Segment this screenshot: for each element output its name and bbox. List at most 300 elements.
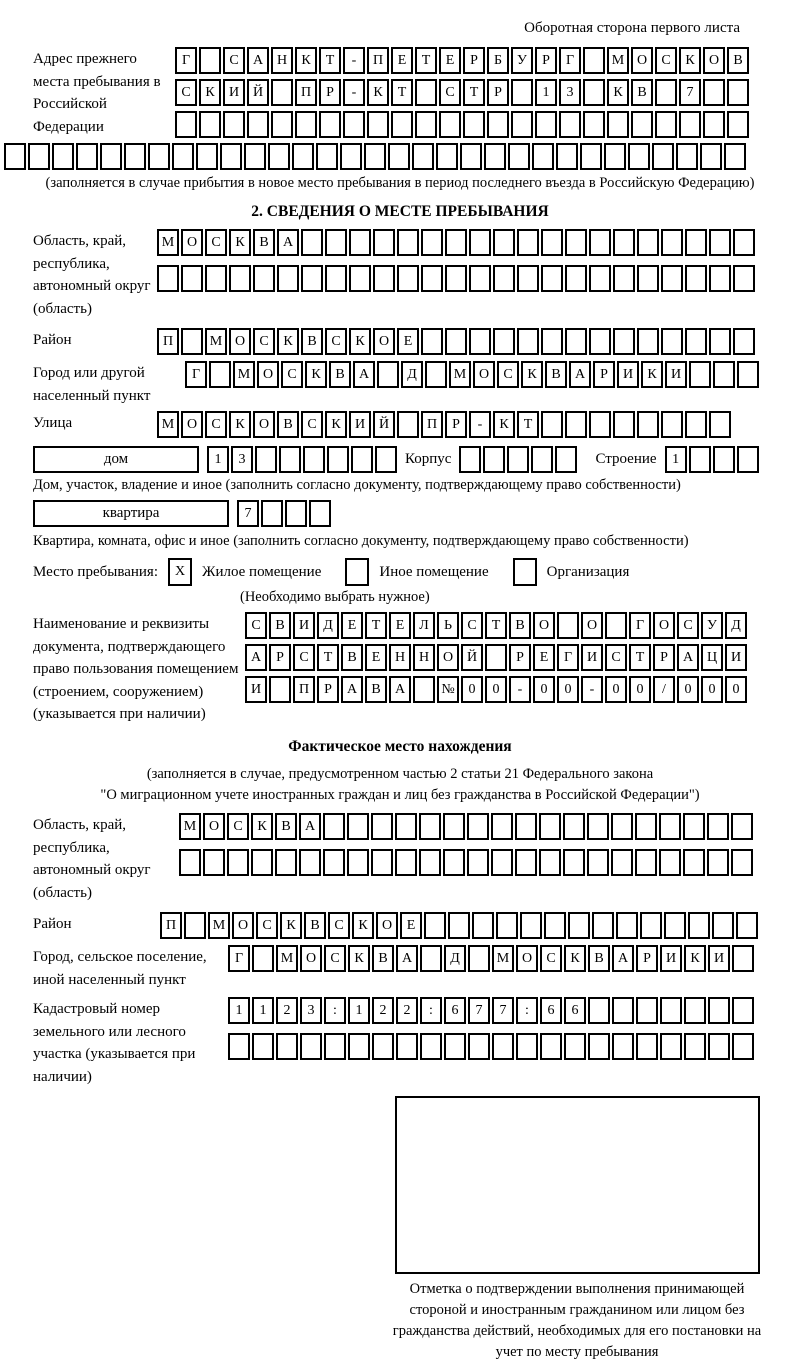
kvartira-box: квартира [33,500,229,527]
char-box: И [293,612,315,639]
char-box [124,143,146,170]
char-box [707,813,729,840]
zhiloe-label: Жилое помещение [202,563,322,580]
char-box [689,446,711,473]
char-box [568,912,590,939]
char-box [539,813,561,840]
char-box [541,229,563,256]
char-box: 0 [485,676,507,703]
char-box: К [679,47,701,74]
char-box [683,813,705,840]
char-box: Е [389,612,411,639]
char-box: 0 [677,676,699,703]
char-box [459,446,481,473]
char-box [203,849,225,876]
mesto-note: (Необходимо выбрать нужное) [240,589,430,605]
char-box [184,912,206,939]
char-box [655,79,677,106]
char-box: В [301,328,323,355]
char-box [539,849,561,876]
char-box [349,265,371,292]
rayon-label: Район [33,332,72,348]
char-box: П [421,411,443,438]
char-box [472,912,494,939]
char-box: 0 [461,676,483,703]
char-box [541,411,563,438]
char-box: О [516,945,538,972]
char-box: Ц [701,644,723,671]
char-box: П [160,912,182,939]
char-box: К [295,47,317,74]
char-box: К [277,328,299,355]
char-box [556,143,578,170]
char-box: Т [517,411,539,438]
char-box [421,328,443,355]
char-box: К [684,945,706,972]
char-box: / [653,676,675,703]
char-box [708,997,730,1024]
char-box: К [493,411,515,438]
char-box: О [376,912,398,939]
char-box [583,47,605,74]
char-box [637,265,659,292]
char-box: - [509,676,531,703]
char-box [255,446,277,473]
char-box: К [641,361,663,388]
char-box [76,143,98,170]
char-box: Н [271,47,293,74]
char-row [175,79,749,106]
char-box [325,229,347,256]
char-box [637,411,659,438]
char-box [532,143,554,170]
char-box [373,229,395,256]
kadastr-field [0,997,800,1088]
korpus-label: Корпус [405,451,452,467]
char-box [709,265,731,292]
char-box [540,1033,562,1060]
kadastr-rows [228,997,754,1060]
char-box: М [208,912,230,939]
char-box [589,229,611,256]
char-box: С [325,328,347,355]
char-box [511,79,533,106]
char-box [508,143,530,170]
char-box [412,143,434,170]
char-box: К [305,361,327,388]
char-box [371,813,393,840]
char-box [616,912,638,939]
prev-address-rows [175,47,749,138]
char-box [557,612,579,639]
char-box: М [607,47,629,74]
char-box [564,1033,586,1060]
char-box: А [677,644,699,671]
document-rows [245,612,747,703]
char-box [531,446,553,473]
char-box: 6 [540,997,562,1024]
char-box [535,111,557,138]
char-box [445,328,467,355]
char-box [420,945,442,972]
char-box [565,411,587,438]
char-box: А [569,361,591,388]
char-box: О [653,612,675,639]
char-box: А [341,676,363,703]
char-box [612,1033,634,1060]
char-box [517,265,539,292]
checkbox-organizatsiya [513,558,537,586]
char-box: С [245,612,267,639]
char-box [727,111,749,138]
char-box [253,265,275,292]
korpus-cells [459,446,577,473]
char-box: - [469,411,491,438]
char-box: С [253,328,275,355]
char-box: Н [413,644,435,671]
char-box [493,265,515,292]
char-box [661,411,683,438]
fact-title: Фактическое место нахождения [288,737,512,755]
char-box: 7 [237,500,259,527]
char-box [491,813,513,840]
char-box: О [373,328,395,355]
char-box [628,143,650,170]
char-box: Е [397,328,419,355]
char-box: О [181,229,203,256]
char-box [660,997,682,1024]
char-box: К [607,79,629,106]
char-box: М [179,813,201,840]
char-box: Р [593,361,615,388]
char-box: Г [175,47,197,74]
char-box: В [341,644,363,671]
char-box [559,111,581,138]
char-box [604,143,626,170]
char-box [413,676,435,703]
char-box [199,111,221,138]
char-box [565,265,587,292]
char-box: - [581,676,603,703]
char-box: Т [391,79,413,106]
char-box [659,849,681,876]
checkbox-inoe [345,558,369,586]
char-box: О [257,361,279,388]
char-box [676,143,698,170]
char-box: В [304,912,326,939]
char-box [395,813,417,840]
section2-title: 2. СВЕДЕНИЯ О МЕСТЕ ПРЕБЫВАНИЯ [251,203,549,220]
char-box [685,328,707,355]
char-box: К [229,411,251,438]
char-box: В [277,411,299,438]
document-label: Наименование и реквизиты документа, подтверждающего право пользования помещением (строением, сооружением) (указывается при наличии) [33,616,239,722]
char-box [388,143,410,170]
char-box [375,446,397,473]
char-box [708,1033,730,1060]
char-box [713,361,735,388]
char-box: Т [629,644,651,671]
char-box [443,849,465,876]
char-box [364,143,386,170]
char-box [324,1033,346,1060]
char-box: К [521,361,543,388]
char-box [229,265,251,292]
char-box [325,265,347,292]
char-box: 0 [605,676,627,703]
char-box [220,143,242,170]
char-box: С [497,361,519,388]
char-box [424,912,446,939]
char-box: А [389,676,411,703]
char-box: И [349,411,371,438]
char-box [661,328,683,355]
char-box: Д [401,361,423,388]
char-box [300,1033,322,1060]
char-box: 3 [559,79,581,106]
char-box: 1 [207,446,229,473]
prev-address-caption: (заполняется в случае прибытия в новое место пребывания в период последнего въезда в Российскую Федерацию) [45,175,755,191]
char-box [707,849,729,876]
char-box [460,143,482,170]
char-box: С [605,644,627,671]
char-box: У [511,47,533,74]
char-box: С [301,411,323,438]
char-box: 3 [300,997,322,1024]
char-box [52,143,74,170]
mesto-row [0,558,800,586]
char-box: А [299,813,321,840]
char-box [261,500,283,527]
char-box [445,229,467,256]
char-box: - [343,79,365,106]
char-box [244,143,266,170]
char-box [492,1033,514,1060]
char-box: В [588,945,610,972]
char-box [227,849,249,876]
char-box [252,1033,274,1060]
char-box [565,328,587,355]
char-box [271,79,293,106]
char-box [351,446,373,473]
char-box [247,111,269,138]
dom-box: дом [33,446,199,473]
char-box: 1 [535,79,557,106]
char-box [301,265,323,292]
char-box: В [631,79,653,106]
char-box: 0 [557,676,579,703]
char-box: С [328,912,350,939]
char-box: Р [653,644,675,671]
fact-rayon-label: Район [33,916,72,932]
char-box: Р [463,47,485,74]
char-box [507,446,529,473]
oblast-rows [157,229,755,292]
char-box [420,1033,442,1060]
char-box: А [353,361,375,388]
char-box: К [564,945,586,972]
char-box: С [655,47,677,74]
char-box: А [247,47,269,74]
char-box [661,229,683,256]
char-box [323,813,345,840]
char-box [468,945,490,972]
char-box [583,111,605,138]
char-box: В [509,612,531,639]
char-row [160,912,758,939]
char-row [157,265,755,292]
char-box [421,229,443,256]
char-box [347,813,369,840]
char-box [299,849,321,876]
char-box: Д [317,612,339,639]
char-box [635,813,657,840]
char-box [483,446,505,473]
char-box [367,111,389,138]
char-box: Е [533,644,555,671]
char-box [652,143,674,170]
char-box [100,143,122,170]
char-box: С [205,229,227,256]
oblast-field [0,229,800,320]
char-box [732,1033,754,1060]
fact-caption-line1: (заполняется в случае, предусмотренном частью 2 статьи 21 Федерального закона [146,765,654,782]
oblast-label: Область, край, республика, автономный округ (область) [33,233,151,317]
char-box: С [540,945,562,972]
inoe-label: Иное помещение [379,563,489,580]
char-box [555,446,577,473]
char-row [185,361,759,388]
char-box [443,813,465,840]
char-box [448,912,470,939]
char-box [485,644,507,671]
char-box [544,912,566,939]
char-box [709,411,731,438]
char-box [520,912,542,939]
char-box: 1 [252,997,274,1024]
char-box: О [581,612,603,639]
char-box [396,1033,418,1060]
char-box [285,500,307,527]
confirmation-stamp-box [395,1096,760,1274]
char-box [587,849,609,876]
char-box [316,143,338,170]
char-box: 6 [564,997,586,1024]
char-box: К [280,912,302,939]
char-box: С [256,912,278,939]
char-box: С [324,945,346,972]
char-box: Д [444,945,466,972]
char-box: Р [509,644,531,671]
char-box [589,411,611,438]
char-box [467,849,489,876]
kvartira-caption: Квартира, комната, офис и иное (заполнить согласно документу, подтверждающему право собственности) [33,533,689,549]
char-row [157,411,731,438]
char-box [613,411,635,438]
char-box: : [516,997,538,1024]
char-box: С [205,411,227,438]
char-box: Р [636,945,658,972]
char-box [157,265,179,292]
char-box [377,361,399,388]
char-box: : [324,997,346,1024]
char-box: О [300,945,322,972]
char-box [565,229,587,256]
char-box [655,111,677,138]
dom-cells [207,446,397,473]
char-box: Е [391,47,413,74]
char-box: А [277,229,299,256]
char-box [689,361,711,388]
char-box [445,265,467,292]
char-box: Г [629,612,651,639]
char-box [589,328,611,355]
char-box [496,912,518,939]
fact-oblast-label: Область, край, республика, автономный округ (область) [33,817,151,901]
char-box: : [420,997,442,1024]
char-box [469,229,491,256]
char-box [372,1033,394,1060]
char-box [181,265,203,292]
char-box [487,111,509,138]
char-box: Т [463,79,485,106]
char-row [228,945,754,972]
char-box: № [437,676,459,703]
char-box [712,912,734,939]
char-box: Й [247,79,269,106]
char-box: В [269,612,291,639]
char-box: О [473,361,495,388]
char-box: М [157,411,179,438]
fact-caption-line2: "О миграционном учете иностранных граждан и лиц без гражданства в Российской Федерации") [100,787,700,804]
char-box [661,265,683,292]
char-box [703,79,725,106]
char-box [611,849,633,876]
char-box: О [203,813,225,840]
char-box [688,912,710,939]
char-box: Г [557,644,579,671]
char-row [175,111,749,138]
gorod-label: Город или другой населенный пункт [33,365,151,404]
char-box [724,143,746,170]
char-box: О [533,612,555,639]
char-row [157,229,755,256]
char-box [252,945,274,972]
char-box: П [157,328,179,355]
char-box [419,813,441,840]
char-box [251,849,273,876]
fact-oblast-field [0,813,800,904]
char-box: В [727,47,749,74]
char-box [737,446,759,473]
fact-gorod-field [0,945,800,991]
char-box: И [223,79,245,106]
char-box: В [329,361,351,388]
char-box: П [295,79,317,106]
char-box: Г [185,361,207,388]
char-box [347,849,369,876]
char-box [309,500,331,527]
char-box [736,912,758,939]
char-box: С [677,612,699,639]
char-box: 1 [348,997,370,1024]
char-box [493,229,515,256]
char-box [469,328,491,355]
char-box [269,676,291,703]
ulitsa-field [0,411,800,438]
char-box: Е [365,644,387,671]
char-box [279,446,301,473]
